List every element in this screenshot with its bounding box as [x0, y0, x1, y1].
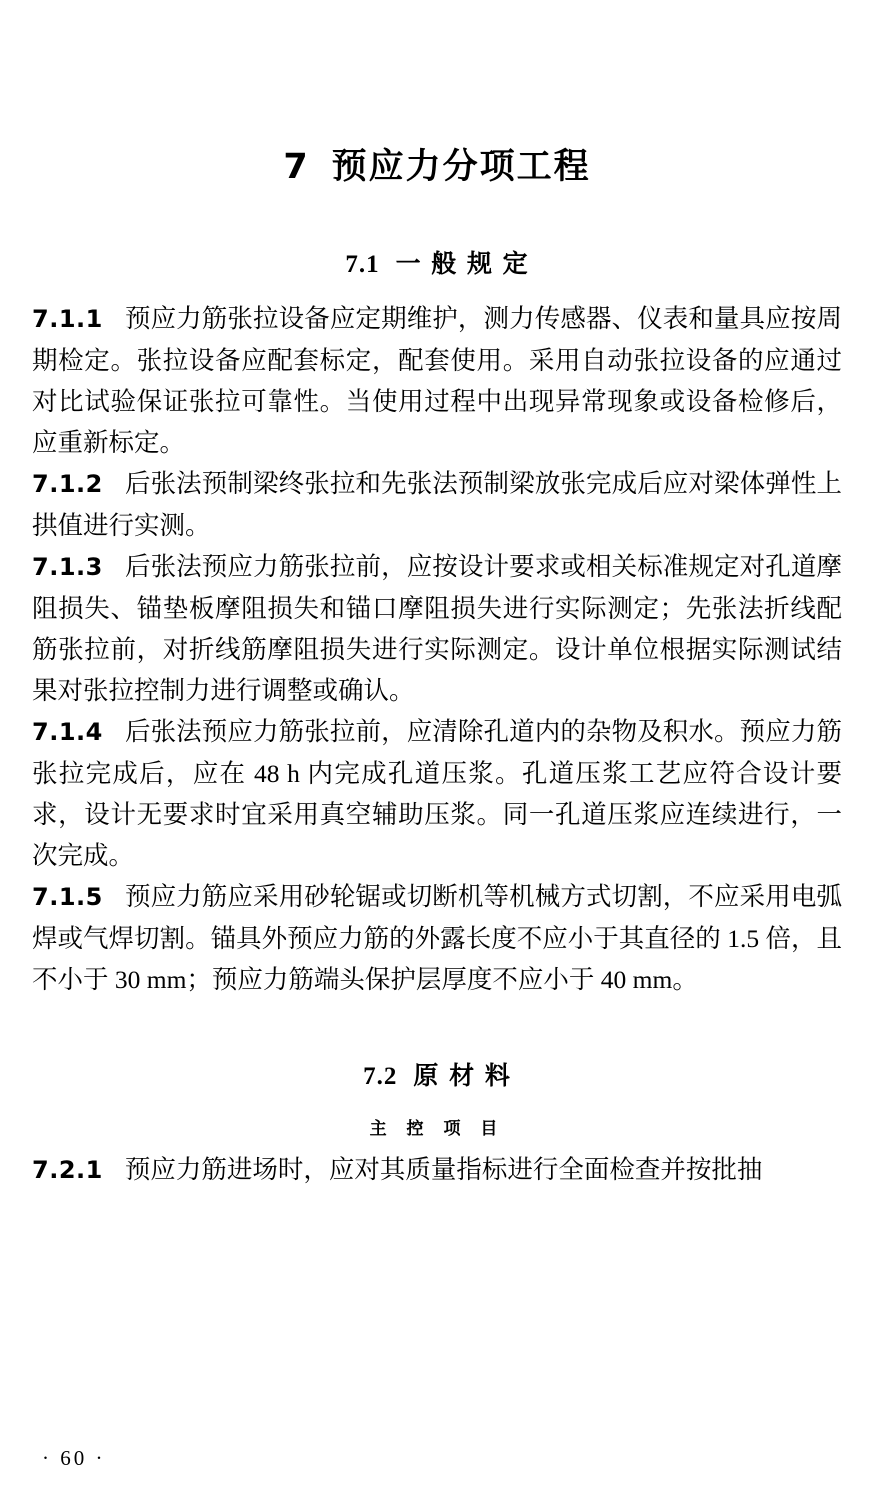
clause-text-7-1-5: 预应力筋应采用砂轮锯或切断机等机械方式切割，不应采用电弧焊或气焊切割。锚具外预应力筋的外露长度不应小于其直径的 1.5 倍，且不小于 30 mm；预应力筋端头保护层厚度不应小于 40 mm。: [32, 882, 842, 994]
clause-7-1-1: [32, 298, 842, 463]
clause-7-1-2: [32, 463, 842, 546]
clause-text-7-1-3: 后张法预应力筋张拉前，应按设计要求或相关标准规定对孔道摩阻损失、锚垫板摩阻损失和锚口摩阻损失进行实际测定；先张法折线配筋张拉前，对折线筋摩阻损失进行实际测定。设计单位根据实际测试结果对张拉控制力进行调整或确认。: [32, 552, 842, 705]
section-number-7-1: 7.1: [345, 251, 380, 278]
clause-number-7-1-3: 7.1.3: [32, 553, 103, 581]
clause-text-7-1-4: 后张法预应力筋张拉前，应清除孔道内的杂物及积水。预应力筋张拉完成后，应在 48 h 内完成孔道压浆。孔道压浆工艺应符合设计要求，设计无要求时宜采用真空辅助压浆。同一孔道压浆应连续进行，一次完成。: [32, 717, 842, 870]
clause-text-7-1-1: 预应力筋张拉设备应定期维护，测力传感器、仪表和量具应按周期检定。张拉设备应配套标定，配套使用。采用自动张拉设备的应通过对比试验保证张拉可靠性。当使用过程中出现异常现象或设备检修后，应重新标定。: [32, 304, 842, 457]
section-heading-7-2: [32, 1056, 842, 1092]
subsection-heading-main-control-items: 主 控 项 目: [369, 1119, 505, 1139]
document-page: [0, 146, 874, 1489]
clause-number-7-1-2: 7.1.2: [32, 470, 103, 498]
clause-7-1-3: [32, 546, 842, 711]
section-title-7-2: 原 材 料: [413, 1061, 511, 1090]
clause-7-2-1: [32, 1149, 842, 1191]
clause-text-7-1-2: 后张法预制梁终张拉和先张法预制梁放张完成后应对梁体弹性上拱值进行实测。: [32, 469, 842, 540]
chapter-heading: [32, 146, 842, 188]
clause-number-7-1-1: 7.1.1: [32, 305, 103, 333]
clause-number-7-2-1: 7.2.1: [32, 1156, 103, 1184]
page-number: · 60 ·: [42, 1446, 106, 1470]
clause-text-7-2-1: 预应力筋进场时，应对其质量指标进行全面检查并按批抽: [124, 1155, 763, 1184]
section-number-7-2: 7.2: [363, 1063, 398, 1090]
clause-7-1-4: [32, 711, 842, 876]
clause-number-7-1-5: 7.1.5: [32, 883, 103, 911]
clause-7-1-5: [32, 876, 842, 1000]
section-title-7-1: 一 般 规 定: [395, 249, 529, 278]
chapter-number: 7: [283, 147, 310, 187]
section-heading-7-1: [32, 244, 842, 280]
chapter-title-text: 预应力分项工程: [331, 147, 591, 187]
clause-list: [32, 298, 842, 1000]
clause-number-7-1-4: 7.1.4: [32, 718, 103, 746]
